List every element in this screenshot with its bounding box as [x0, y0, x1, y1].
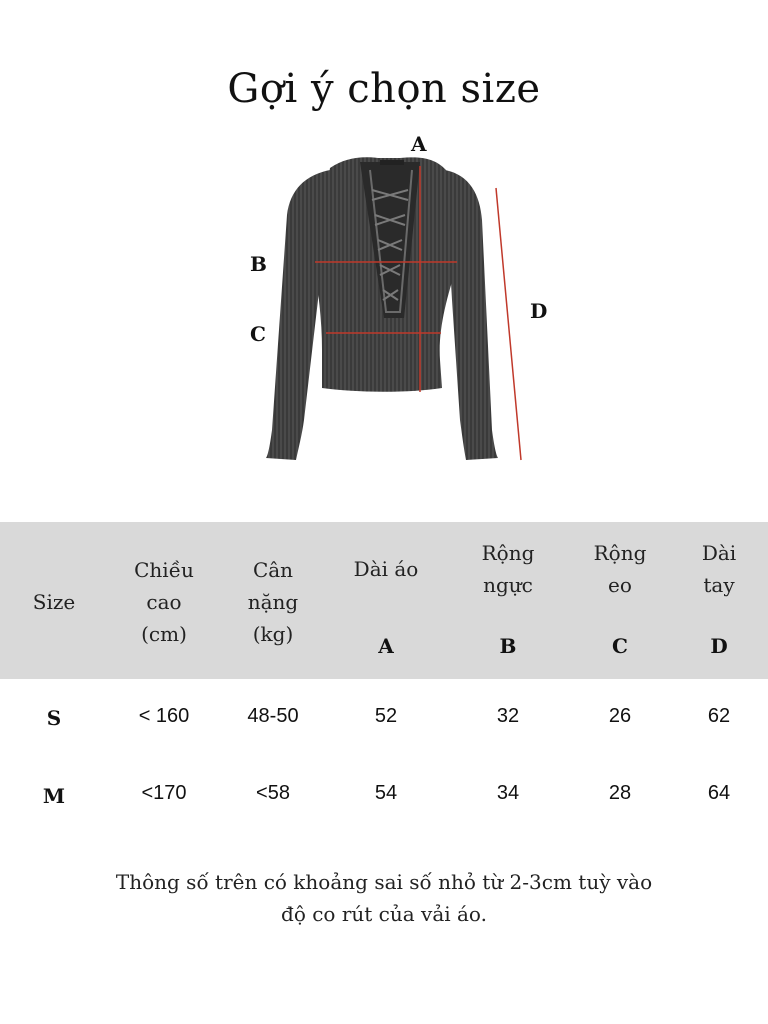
header-letter-c: C	[612, 634, 628, 658]
header-length: Dài áo	[353, 557, 419, 581]
footnote	[0, 866, 768, 930]
sleeve-line-d	[496, 188, 521, 460]
row-m-sleeve: 64	[707, 782, 731, 804]
label-b: B	[250, 252, 267, 276]
header-chest: Rộng ngực	[481, 541, 535, 597]
row-m-waist: 28	[608, 782, 632, 804]
header-waist: Rộng eo	[593, 541, 647, 597]
header-weight: Cân nặng (kg)	[247, 558, 299, 646]
garment-diagram	[0, 0, 768, 500]
row-s-waist: 26	[608, 705, 632, 727]
row-s-weight: 48-50	[247, 705, 299, 727]
row-m-length: 54	[374, 782, 398, 804]
row-m-chest: 34	[496, 782, 520, 804]
label-c: C	[250, 322, 266, 346]
header-sleeve: Dài tay	[701, 541, 737, 597]
row-m-weight: <58	[256, 782, 290, 804]
header-height: Chiều cao (cm)	[134, 558, 194, 646]
label-a: A	[411, 132, 427, 156]
row-m-height: <170	[141, 782, 187, 804]
row-size-m: M	[42, 784, 66, 808]
header-letter-b: B	[499, 634, 517, 658]
header-letter-d: D	[710, 634, 728, 658]
row-s-height: < 160	[138, 705, 190, 727]
page-title: Gợi ý chọn size	[227, 66, 541, 112]
header-size: Size	[32, 590, 76, 614]
footnote-line-1: Thông số trên có khoảng sai số nhỏ từ 2-3cm tuỳ vào	[115, 870, 653, 894]
row-s-sleeve: 62	[707, 705, 731, 727]
row-s-length: 52	[374, 705, 398, 727]
garment-image	[266, 157, 498, 460]
label-d: D	[530, 299, 548, 323]
header-letter-a: A	[378, 634, 394, 658]
row-size-s: S	[46, 706, 62, 730]
row-s-chest: 32	[496, 705, 520, 727]
footnote-line-2: độ co rút của vải áo.	[281, 902, 487, 926]
